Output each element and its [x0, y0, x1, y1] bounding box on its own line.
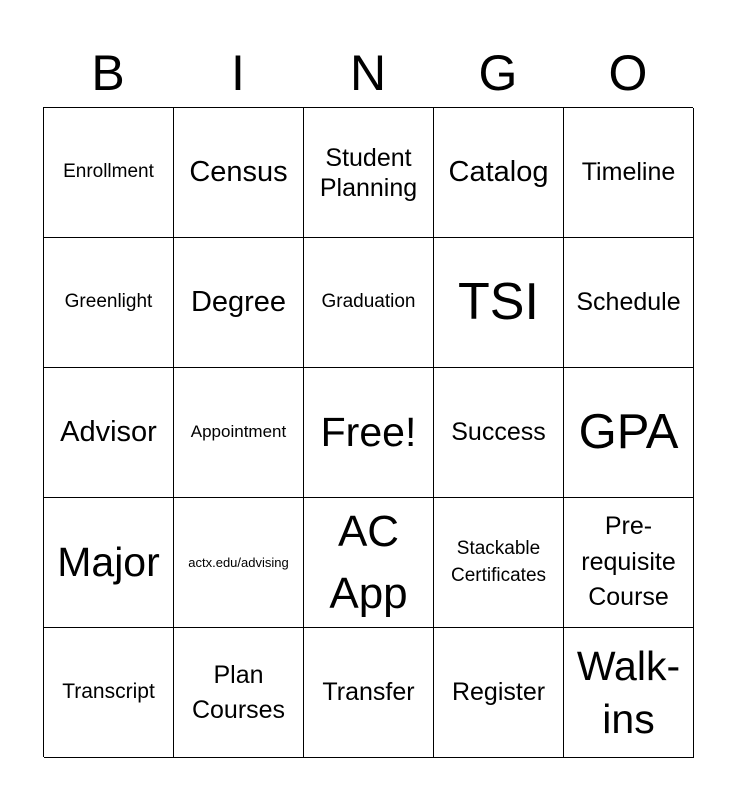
- bingo-cell[interactable]: [564, 498, 694, 628]
- bingo-cell[interactable]: [564, 238, 694, 368]
- cell-label: Transcript: [62, 680, 155, 704]
- header-letter-b: B: [91, 45, 125, 101]
- bingo-cell[interactable]: [304, 108, 434, 238]
- header-letter-i: I: [231, 45, 245, 101]
- cell-label: AC App: [329, 506, 408, 618]
- cell-label: Advisor: [60, 416, 157, 449]
- cell-label: GPA: [578, 404, 679, 459]
- bingo-cell[interactable]: [564, 628, 694, 758]
- bingo-cell[interactable]: [174, 498, 304, 628]
- bingo-cell[interactable]: [434, 368, 564, 498]
- bingo-cell[interactable]: [304, 368, 434, 498]
- cell-label: Free!: [320, 409, 417, 456]
- header-letter-n: N: [349, 45, 387, 101]
- cell-label: Student Planning: [319, 143, 418, 202]
- header-letter-g: G: [478, 45, 518, 101]
- bingo-cell[interactable]: [44, 108, 174, 238]
- cell-label: Census: [189, 156, 288, 189]
- cell-label: Timeline: [581, 157, 676, 186]
- cell-label: Plan Courses: [191, 660, 286, 724]
- cell-label: Success: [451, 417, 546, 446]
- bingo-cell[interactable]: [44, 498, 174, 628]
- cell-label: Walk-ins: [576, 643, 681, 742]
- bingo-cell[interactable]: [564, 108, 694, 238]
- bingo-cell[interactable]: [174, 108, 304, 238]
- bingo-cell[interactable]: [304, 498, 434, 628]
- bingo-cell[interactable]: [564, 368, 694, 498]
- bingo-cell[interactable]: [304, 628, 434, 758]
- cell-label: Degree: [190, 286, 287, 319]
- bingo-cell[interactable]: [434, 628, 564, 758]
- cell-label: Stackable Certificates: [450, 537, 547, 586]
- bingo-cell[interactable]: [44, 628, 174, 758]
- bingo-board: [43, 107, 693, 757]
- cell-label: TSI: [458, 272, 539, 331]
- cell-label: Major: [57, 539, 160, 586]
- cell-label: Register: [451, 677, 546, 706]
- cell-label: Pre-requisite Course: [581, 512, 676, 612]
- bingo-cell[interactable]: [44, 238, 174, 368]
- cell-label: Catalog: [448, 156, 549, 189]
- cell-label: Greenlight: [64, 291, 153, 313]
- bingo-cell[interactable]: [304, 238, 434, 368]
- header-letter-o: O: [608, 45, 648, 101]
- cell-label: Enrollment: [63, 161, 154, 183]
- bingo-cell[interactable]: [174, 368, 304, 498]
- cell-label: Graduation: [321, 291, 416, 313]
- bingo-cell[interactable]: [434, 238, 564, 368]
- cell-label: Transfer: [322, 677, 415, 706]
- cell-label: Schedule: [576, 287, 681, 316]
- bingo-cell[interactable]: [434, 108, 564, 238]
- bingo-cell[interactable]: [174, 628, 304, 758]
- bingo-cell[interactable]: [174, 238, 304, 368]
- bingo-cell[interactable]: [434, 498, 564, 628]
- cell-label: Appointment: [190, 422, 287, 442]
- cell-label: actx.edu/advising: [188, 554, 289, 570]
- bingo-cell[interactable]: [44, 368, 174, 498]
- bingo-header: [43, 40, 693, 106]
